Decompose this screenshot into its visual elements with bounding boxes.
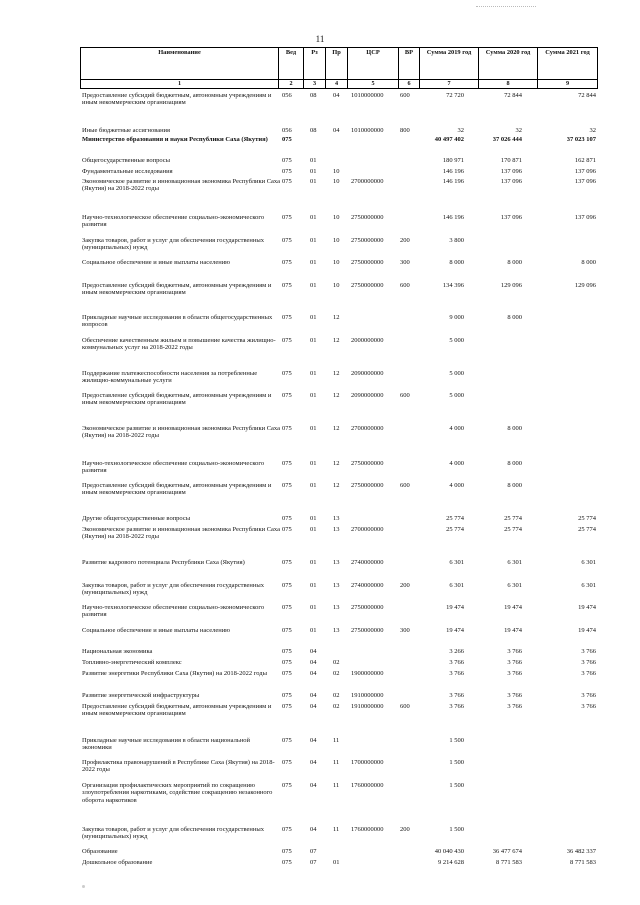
row-rz: 04 <box>310 692 317 699</box>
row-pr: 02 <box>333 703 340 710</box>
row-name: Экономическое развитие и инновационная экономика Республики Саха (Якутия) на 2018-2022 годы <box>82 178 280 193</box>
row-sum-2021: 25 774 <box>578 526 596 533</box>
row-ved: 075 <box>282 582 292 589</box>
row-name: Научно-технологическое обеспечение социально-экономического развития <box>82 604 265 619</box>
row-sum-2020: 25 774 <box>504 526 522 533</box>
row-ved: 075 <box>282 425 292 432</box>
row-ved: 075 <box>282 859 292 866</box>
row-sum-2019: 3 766 <box>449 692 464 699</box>
row-csr: 2750000000 <box>351 460 384 467</box>
header-num: 8 <box>479 80 538 89</box>
row-sum-2019: 4 000 <box>449 482 464 489</box>
row-rz: 01 <box>310 337 317 344</box>
row-pr: 11 <box>333 737 340 744</box>
row-sum-2020: 72 844 <box>504 92 522 99</box>
header-sum-2021: Сумма 2021 год <box>538 48 598 80</box>
row-csr: 2750000000 <box>351 214 384 221</box>
row-sum-2019: 3 766 <box>449 659 464 666</box>
row-sum-2019: 19 474 <box>446 604 464 611</box>
row-sum-2019: 180 971 <box>442 157 464 164</box>
row-rz: 04 <box>310 670 317 677</box>
row-pr: 10 <box>333 259 340 266</box>
row-pr: 02 <box>333 670 340 677</box>
row-sum-2020: 8 000 <box>507 460 522 467</box>
row-sum-2019: 5 000 <box>449 370 464 377</box>
row-ved: 075 <box>282 627 292 634</box>
row-pr: 12 <box>333 425 340 432</box>
row-rz: 07 <box>310 859 317 866</box>
row-name: Экономическое развитие и инновационная экономика Республики Саха (Якутия) на 2018-2022 годы <box>82 425 280 440</box>
row-ved: 075 <box>282 703 292 710</box>
row-sum-2021: 137 096 <box>574 178 596 185</box>
row-sum-2021: 137 096 <box>574 168 596 175</box>
row-ved: 075 <box>282 559 292 566</box>
page-number: 11 <box>315 34 325 44</box>
row-rz: 01 <box>310 178 317 185</box>
header-num: 9 <box>538 80 598 89</box>
row-sum-2020: 37 026 444 <box>492 136 522 143</box>
header-num: 5 <box>348 80 399 89</box>
row-pr: 10 <box>333 237 340 244</box>
header-num: 2 <box>279 80 304 89</box>
row-csr: 2000000000 <box>351 337 384 344</box>
row-name: Топливно-энергетический комплекс <box>82 659 182 666</box>
row-rz: 04 <box>310 703 317 710</box>
row-sum-2020: 8 771 583 <box>496 859 522 866</box>
row-name: Национальная экономика <box>82 648 153 655</box>
row-csr: 2700000000 <box>351 178 384 185</box>
row-vr: 300 <box>400 627 410 634</box>
row-sum-2019: 72 720 <box>446 92 464 99</box>
row-name: Предоставление субсидий бюджетным, автономным учреждениям и иным некоммерческим организациям <box>82 92 272 107</box>
row-rz: 01 <box>310 515 317 522</box>
row-csr: 2740000000 <box>351 559 384 566</box>
row-pr: 13 <box>333 627 340 634</box>
row-sum-2020: 8 000 <box>507 425 522 432</box>
row-name: Образование <box>82 848 118 855</box>
header-num: 3 <box>304 80 326 89</box>
row-pr: 11 <box>333 826 340 833</box>
row-vr: 600 <box>400 392 410 399</box>
row-pr: 02 <box>333 692 340 699</box>
row-sum-2019: 1 500 <box>449 737 464 744</box>
row-sum-2021: 36 482 337 <box>566 848 596 855</box>
row-name: Предоставление субсидий бюджетным, автономным учреждениям и иным некоммерческим организациям <box>82 282 272 297</box>
row-ved: 075 <box>282 737 292 744</box>
row-pr: 01 <box>333 859 340 866</box>
row-sum-2021: 32 <box>589 127 596 134</box>
row-ved: 075 <box>282 157 292 164</box>
row-ved: 075 <box>282 515 292 522</box>
row-ved: 075 <box>282 782 292 789</box>
row-rz: 08 <box>310 127 317 134</box>
row-vr: 600 <box>400 282 410 289</box>
row-ved: 075 <box>282 178 292 185</box>
row-rz: 08 <box>310 92 317 99</box>
row-ved: 075 <box>282 604 292 611</box>
row-rz: 04 <box>310 759 317 766</box>
header-vr: ВР <box>399 48 420 80</box>
header-rz: Рз <box>304 48 326 80</box>
row-sum-2019: 146 196 <box>442 178 464 185</box>
row-name: Социальное обеспечение и иные выплаты населению <box>82 259 231 266</box>
row-rz: 01 <box>310 482 317 489</box>
row-name: Другие общегосударственные вопросы <box>82 515 191 522</box>
row-pr: 10 <box>333 178 340 185</box>
row-csr: 1900000000 <box>351 670 384 677</box>
row-sum-2020: 8 000 <box>507 314 522 321</box>
row-ved: 075 <box>282 282 292 289</box>
row-name: Предоставление субсидий бюджетным, автономным учреждениям и иным некоммерческим организациям <box>82 482 272 497</box>
row-sum-2019: 25 774 <box>446 515 464 522</box>
row-sum-2020: 137 096 <box>500 214 522 221</box>
row-sum-2020: 3 766 <box>507 692 522 699</box>
row-name: Научно-технологическое обеспечение социально-экономического развития <box>82 460 265 475</box>
row-name: Фундаментальные исследования <box>82 168 173 175</box>
row-name: Предоставление субсидий бюджетным, автономным учреждениям и иным некоммерческим организациям <box>82 703 272 718</box>
row-sum-2020: 137 096 <box>500 178 522 185</box>
row-sum-2019: 3 766 <box>449 670 464 677</box>
row-pr: 13 <box>333 515 340 522</box>
row-sum-2019: 146 196 <box>442 168 464 175</box>
row-rz: 01 <box>310 314 317 321</box>
row-pr: 13 <box>333 559 340 566</box>
row-pr: 13 <box>333 604 340 611</box>
row-ved: 075 <box>282 392 292 399</box>
row-csr: 2750000000 <box>351 604 384 611</box>
row-sum-2021: 8 000 <box>581 259 596 266</box>
row-sum-2019: 40 497 402 <box>434 136 464 143</box>
row-name: Экономическое развитие и инновационная экономика Республики Саха (Якутия) на 2018-2022 годы <box>82 526 280 541</box>
row-name: Иные бюджетные ассигнования <box>82 127 171 134</box>
row-rz: 04 <box>310 782 317 789</box>
row-sum-2021: 3 766 <box>581 648 596 655</box>
row-rz: 01 <box>310 604 317 611</box>
row-rz: 04 <box>310 659 317 666</box>
row-csr: 1760000000 <box>351 826 384 833</box>
row-sum-2020: 36 477 674 <box>492 848 522 855</box>
header-sum-2020: Сумма 2020 год <box>479 48 538 80</box>
row-sum-2019: 4 000 <box>449 460 464 467</box>
row-csr: 2750000000 <box>351 259 384 266</box>
row-sum-2020: 25 774 <box>504 515 522 522</box>
header-ved: Вед <box>279 48 304 80</box>
row-sum-2019: 134 396 <box>442 282 464 289</box>
row-sum-2019: 1 500 <box>449 759 464 766</box>
row-csr: 2750000000 <box>351 282 384 289</box>
row-sum-2019: 9 214 628 <box>438 859 464 866</box>
row-csr: 2700000000 <box>351 526 384 533</box>
row-pr: 13 <box>333 526 340 533</box>
row-ved: 075 <box>282 370 292 377</box>
row-sum-2021: 19 474 <box>578 627 596 634</box>
row-sum-2019: 8 000 <box>449 259 464 266</box>
row-csr: 1910000000 <box>351 692 384 699</box>
row-sum-2021: 37 023 107 <box>566 136 596 143</box>
row-sum-2021: 8 771 583 <box>570 859 596 866</box>
row-rz: 04 <box>310 737 317 744</box>
row-sum-2019: 1 500 <box>449 826 464 833</box>
row-ved: 075 <box>282 168 292 175</box>
row-vr: 200 <box>400 237 410 244</box>
row-rz: 01 <box>310 425 317 432</box>
row-pr: 10 <box>333 282 340 289</box>
row-ved: 056 <box>282 127 292 134</box>
row-pr: 12 <box>333 314 340 321</box>
row-csr: 1010000000 <box>351 92 384 99</box>
row-sum-2019: 3 266 <box>449 648 464 655</box>
row-sum-2019: 3 800 <box>449 237 464 244</box>
row-name: Закупка товаров, работ и услуг для обеспечения государственных (муниципальных) нужд <box>82 237 265 252</box>
row-ved: 075 <box>282 648 292 655</box>
row-sum-2020: 3 766 <box>507 703 522 710</box>
row-sum-2020: 3 766 <box>507 659 522 666</box>
row-pr: 10 <box>333 214 340 221</box>
row-name: Развитие кадрового потенциала Республики Саха (Якутия) <box>82 559 245 566</box>
row-sum-2019: 19 474 <box>446 627 464 634</box>
row-rz: 04 <box>310 826 317 833</box>
row-name: Предоставление субсидий бюджетным, автономным учреждениям и иным некоммерческим организациям <box>82 392 272 407</box>
row-name: Профилактика правонарушений в Республике Саха (Якутия) на 2018-2022 годы <box>82 759 275 774</box>
row-sum-2020: 137 096 <box>500 168 522 175</box>
row-sum-2019: 6 301 <box>449 559 464 566</box>
row-ved: 075 <box>282 136 292 143</box>
row-csr: 1010000000 <box>351 127 384 134</box>
row-ved: 075 <box>282 848 292 855</box>
row-rz: 04 <box>310 648 317 655</box>
row-rz: 01 <box>310 157 317 164</box>
row-ved: 075 <box>282 659 292 666</box>
row-sum-2019: 9 000 <box>449 314 464 321</box>
row-rz: 01 <box>310 526 317 533</box>
row-sum-2021: 3 766 <box>581 703 596 710</box>
row-name: Обеспечение качественным жильем и повышение качества жилищно-коммунальных услуг на 2018-2022 годы <box>82 337 276 352</box>
row-sum-2020: 170 871 <box>500 157 522 164</box>
row-sum-2019: 32 <box>457 127 464 134</box>
row-name: Поддержание платежеспособности населения за потребленные жилищно-коммунальные услуги <box>82 370 258 385</box>
row-sum-2020: 8 000 <box>507 482 522 489</box>
row-ved: 075 <box>282 237 292 244</box>
row-sum-2021: 137 096 <box>574 214 596 221</box>
row-vr: 800 <box>400 127 410 134</box>
row-ved: 075 <box>282 759 292 766</box>
row-ved: 056 <box>282 92 292 99</box>
row-sum-2021: 3 766 <box>581 670 596 677</box>
header-num: 6 <box>399 80 420 89</box>
row-pr: 12 <box>333 482 340 489</box>
row-ved: 075 <box>282 314 292 321</box>
row-rz: 01 <box>310 259 317 266</box>
row-vr: 300 <box>400 259 410 266</box>
header-num: 4 <box>326 80 348 89</box>
row-ved: 075 <box>282 826 292 833</box>
row-name: Организация профилактических мероприятий по сокращению злоупотребления наркотиками, содействие сокращению незаконного оборота наркотиков <box>82 782 273 804</box>
row-rz: 07 <box>310 848 317 855</box>
row-ved: 075 <box>282 692 292 699</box>
row-ved: 075 <box>282 214 292 221</box>
row-pr: 10 <box>333 168 340 175</box>
row-rz: 01 <box>310 559 317 566</box>
row-pr: 12 <box>333 370 340 377</box>
row-sum-2020: 129 096 <box>500 282 522 289</box>
row-sum-2020: 3 766 <box>507 670 522 677</box>
row-sum-2019: 40 040 430 <box>434 848 464 855</box>
row-sum-2019: 5 000 <box>449 337 464 344</box>
row-vr: 600 <box>400 92 410 99</box>
row-sum-2019: 6 301 <box>449 582 464 589</box>
row-sum-2019: 1 500 <box>449 782 464 789</box>
row-pr: 12 <box>333 460 340 467</box>
row-sum-2020: 3 766 <box>507 648 522 655</box>
row-sum-2020: 8 000 <box>507 259 522 266</box>
row-sum-2021: 72 844 <box>578 92 596 99</box>
row-sum-2019: 5 000 <box>449 392 464 399</box>
row-sum-2021: 3 766 <box>581 659 596 666</box>
row-vr: 600 <box>400 703 410 710</box>
row-csr: 1700000000 <box>351 759 384 766</box>
row-name: Прикладные научные исследования в области общегосударственных вопросов <box>82 314 273 329</box>
row-rz: 01 <box>310 460 317 467</box>
row-rz: 01 <box>310 370 317 377</box>
row-csr: 1910000000 <box>351 703 384 710</box>
row-sum-2021: 3 766 <box>581 692 596 699</box>
row-rz: 01 <box>310 392 317 399</box>
row-name: Прикладные научные исследования в области национальной экономики <box>82 737 251 752</box>
row-pr: 11 <box>333 782 340 789</box>
row-sum-2019: 25 774 <box>446 526 464 533</box>
row-ved: 075 <box>282 482 292 489</box>
row-pr: 04 <box>333 92 340 99</box>
row-pr: 02 <box>333 659 340 666</box>
row-csr: 2740000000 <box>351 582 384 589</box>
header-csr: ЦСР <box>348 48 399 80</box>
row-name: Закупка товаров, работ и услуг для обеспечения государственных (муниципальных) нужд <box>82 826 265 841</box>
row-sum-2021: 25 774 <box>578 515 596 522</box>
row-vr: 200 <box>400 582 410 589</box>
row-sum-2021: 6 301 <box>581 582 596 589</box>
row-sum-2019: 3 766 <box>449 703 464 710</box>
row-rz: 01 <box>310 168 317 175</box>
row-rz: 01 <box>310 282 317 289</box>
row-csr: 2090000000 <box>351 392 384 399</box>
row-sum-2020: 19 474 <box>504 627 522 634</box>
row-csr: 2750000000 <box>351 627 384 634</box>
row-csr: 2700000000 <box>351 425 384 432</box>
row-rz: 01 <box>310 214 317 221</box>
row-sum-2020: 19 474 <box>504 604 522 611</box>
row-rz: 01 <box>310 237 317 244</box>
row-name: Дошкольное образование <box>82 859 153 866</box>
row-sum-2020: 6 301 <box>507 582 522 589</box>
row-pr: 13 <box>333 582 340 589</box>
header-pr: Пр <box>326 48 348 80</box>
row-sum-2019: 4 000 <box>449 425 464 432</box>
scan-artifact <box>82 885 85 888</box>
header-sum-2019: Сумма 2019 год <box>420 48 479 80</box>
row-name: Закупка товаров, работ и услуг для обеспечения государственных (муниципальных) нужд <box>82 582 265 597</box>
row-vr: 200 <box>400 826 410 833</box>
row-csr: 2750000000 <box>351 237 384 244</box>
row-pr: 04 <box>333 127 340 134</box>
row-sum-2021: 162 871 <box>574 157 596 164</box>
row-sum-2021: 19 474 <box>578 604 596 611</box>
row-name: Развитие энергетики Республики Саха (Якутия) на 2018-2022 годы <box>82 670 267 677</box>
row-pr: 12 <box>333 392 340 399</box>
row-ved: 075 <box>282 526 292 533</box>
row-rz: 01 <box>310 582 317 589</box>
row-sum-2021: 129 096 <box>574 282 596 289</box>
row-sum-2021: 6 301 <box>581 559 596 566</box>
header-num: 1 <box>81 80 279 89</box>
header-num: 7 <box>420 80 479 89</box>
row-csr: 2090000000 <box>351 370 384 377</box>
row-pr: 12 <box>333 337 340 344</box>
row-name: Социальное обеспечение и иные выплаты населению <box>82 627 231 634</box>
row-name: Научно-технологическое обеспечение социально-экономического развития <box>82 214 265 229</box>
row-ved: 075 <box>282 670 292 677</box>
row-ved: 075 <box>282 259 292 266</box>
row-name: Министерство образования и науки Республики Саха (Якутия) <box>82 136 268 143</box>
row-sum-2020: 6 301 <box>507 559 522 566</box>
row-sum-2020: 32 <box>515 127 522 134</box>
row-ved: 075 <box>282 460 292 467</box>
row-name: Развитие энергетической инфраструктуры <box>82 692 200 699</box>
row-sum-2019: 146 196 <box>442 214 464 221</box>
row-rz: 01 <box>310 627 317 634</box>
row-csr: 1760000000 <box>351 782 384 789</box>
row-vr: 600 <box>400 482 410 489</box>
header-name: Наименование <box>81 48 279 80</box>
row-pr: 11 <box>333 759 340 766</box>
row-name: Общегосударственные вопросы <box>82 157 171 164</box>
row-csr: 2750000000 <box>351 482 384 489</box>
row-ved: 075 <box>282 337 292 344</box>
